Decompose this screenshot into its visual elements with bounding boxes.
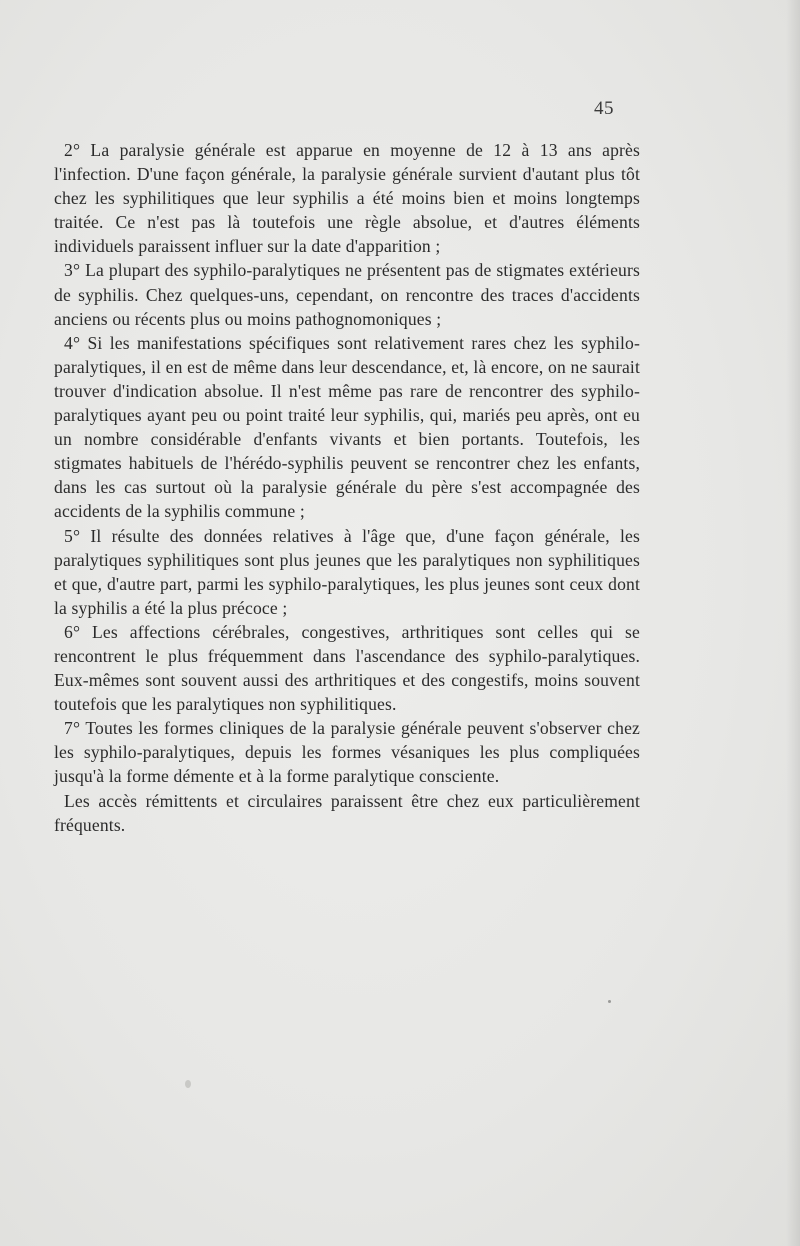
paragraph-conclusion-5: 5° Il résulte des données relatives à l'âge que, d'une façon générale, les paralytiques syphilitiques sont plus jeunes que les paralytiques non syphilitiques et que, d'autre part, parmi les syphilo-paralytiques, les plus jeunes sont ceux dont la syphilis a été la plus précoce ;	[54, 525, 640, 618]
paper-stain	[185, 1080, 191, 1088]
paragraph-conclusion-4: 4° Si les manifestations spécifiques sont relativement rares chez les syphilo-paralytiques, il en est de même dans leur descendance, et, là encore, on ne saurait trouver d'indication absolue. Il n'est même pas rare de rencontrer des syphilo-paralytiques ayant peu ou point traité leur syphilis, qui, mariés peu après, ont eu un nombre considérable d'enfants vivants et bien portants. Toutefois, les stigmates habituels de l'hérédo-syphilis peuvent se rencontrer chez les enfants, dans les cas surtout où la paralysie générale du père s'est accompagnée des accidents de la syphilis commune ;	[54, 332, 640, 522]
paragraph-conclusion-3: 3° La plupart des syphilo-paralytiques ne présentent pas de stigmates extérieurs de syphilis. Chez quelques-uns, cependant, on rencontre des traces d'accidents anciens ou récents plus ou moins pathognomoniques ;	[54, 260, 640, 329]
page-edge-shadow	[786, 0, 800, 1246]
paragraph-conclusion-7: 7° Toutes les formes cliniques de la paralysie générale peuvent s'observer chez les syphilo-paralytiques, depuis les formes vésaniques les plus compliquées jusqu'à la forme démente et à la forme paralytique consciente.	[54, 718, 640, 787]
page-number: 45	[594, 98, 614, 119]
paragraph-conclusion-2: 2° La paralysie générale est apparue en moyenne de 12 à 13 ans après l'infection. D'une façon générale, la paralysie générale survient d'autant plus tôt chez les syphilitiques que leur syphilis a été moins bien et moins longtemps traitée. Ce n'est pas là toutefois une règle absolue, et d'autres éléments individuels paraissent influer sur la date d'apparition ;	[54, 140, 640, 257]
paragraph-closing: Les accès rémittents et circulaires paraissent être chez eux particulièrement fréquents.	[54, 790, 640, 835]
paper-speck	[608, 1000, 611, 1003]
body-text	[54, 138, 640, 837]
paragraph-conclusion-6: 6° Les affections cérébrales, congestives, arthritiques sont celles qui se rencontrent le plus fréquemment dans l'ascendance des syphilo-paralytiques. Eux-mêmes sont souvent aussi des arthritiques et des congestifs, moins souvent toutefois que les paralytiques non syphilitiques.	[54, 621, 640, 715]
